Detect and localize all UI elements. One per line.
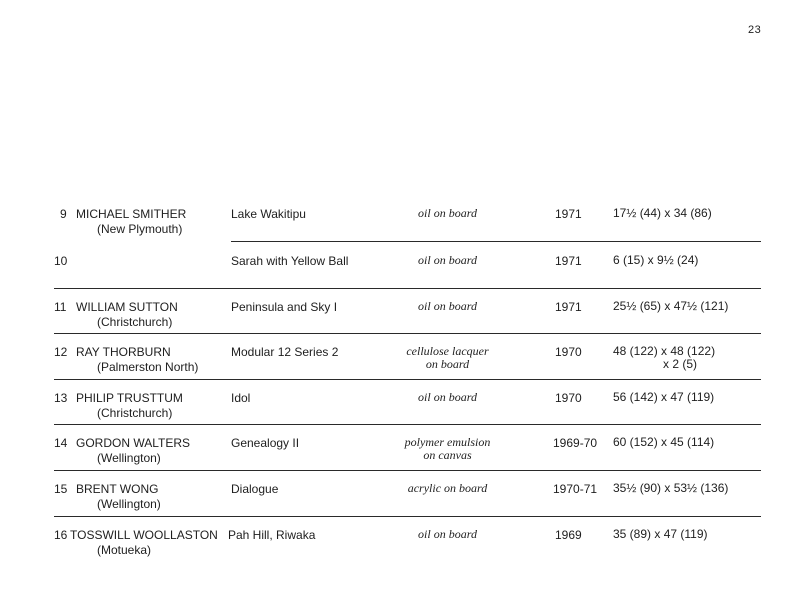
artwork-title: Pah Hill, Riwaka	[228, 528, 316, 542]
artwork-year: 1971	[555, 207, 582, 221]
artist-city: (New Plymouth)	[97, 222, 183, 236]
artwork-size: 17½ (44) x 34 (86)	[613, 206, 712, 220]
artwork-size: 35 (89) x 47 (119)	[613, 527, 708, 541]
artwork-title: Dialogue	[231, 482, 279, 496]
entry-number: 10	[54, 254, 68, 268]
artist-city: (Palmerston North)	[97, 360, 199, 374]
entry-number: 12	[54, 345, 68, 359]
artwork-year: 1969-70	[553, 436, 598, 450]
artwork-year: 1970	[555, 391, 582, 405]
divider-rule	[54, 516, 761, 517]
catalogue-entry	[0, 300, 800, 340]
divider-rule	[54, 470, 761, 471]
artwork-title: Lake Wakitipu	[231, 207, 306, 221]
divider-rule	[54, 424, 761, 425]
artwork-size: 25½ (65) x 47½ (121)	[613, 299, 729, 313]
artwork-title: Idol	[231, 391, 251, 405]
artwork-year: 1971	[555, 254, 582, 268]
catalogue-entry	[0, 528, 800, 568]
entry-number: 14	[54, 436, 68, 450]
artwork-size: 35½ (90) x 53½ (136)	[613, 481, 729, 495]
artist-name: WILLIAM SUTTON	[76, 300, 178, 314]
entry-number: 13	[54, 391, 68, 405]
artwork-size: 6 (15) x 9½ (24)	[613, 253, 699, 267]
catalogue-entry	[0, 391, 800, 431]
artwork-medium: polymer emulsion on canvas	[404, 435, 491, 462]
artwork-size: 56 (142) x 47 (119)	[613, 390, 715, 404]
artist-name: PHILIP TRUSTTUM	[76, 391, 183, 405]
entry-number: 11	[54, 300, 67, 314]
divider-rule	[231, 241, 761, 242]
artwork-year: 1971	[555, 300, 582, 314]
artist-name: BRENT WONG	[76, 482, 159, 496]
artwork-title: Sarah with Yellow Ball	[231, 254, 349, 268]
artist-name: RAY THORBURN	[76, 345, 171, 359]
entry-number: 15	[54, 482, 68, 496]
artwork-size: 48 (122) x 48 (122)	[613, 344, 716, 358]
artwork-year: 1969	[555, 528, 582, 542]
artist-city: (Motueka)	[97, 543, 152, 557]
artwork-year: 1970	[555, 345, 582, 359]
artist-city: (Wellington)	[97, 451, 161, 465]
artwork-title: Genealogy II	[231, 436, 300, 450]
artwork-medium: acrylic on board	[407, 481, 488, 495]
artwork-size-depth: x 2 (5)	[663, 357, 698, 371]
entry-number: 16	[54, 528, 68, 542]
entry-number: 9	[60, 207, 67, 221]
page-number: 23	[748, 24, 762, 36]
artwork-medium: oil on board	[418, 299, 477, 313]
artwork-medium: oil on board	[418, 527, 477, 541]
divider-rule	[54, 288, 761, 289]
artwork-medium: oil on board	[418, 206, 477, 220]
artwork-size: 60 (152) x 45 (114)	[613, 435, 715, 449]
artist-city: (Wellington)	[97, 497, 161, 511]
artist-city: (Christchurch)	[97, 406, 173, 420]
artwork-title: Modular 12 Series 2	[231, 345, 339, 359]
artwork-title: Peninsula and Sky I	[231, 300, 338, 314]
divider-rule	[54, 333, 761, 334]
artwork-medium: oil on board	[418, 253, 477, 267]
artist-name: MICHAEL SMITHER	[76, 207, 187, 221]
divider-rule	[54, 379, 761, 380]
artist-city: (Christchurch)	[97, 315, 173, 329]
artwork-medium: cellulose lacquer on board	[406, 344, 489, 371]
artist-name: TOSSWILL WOOLLASTON	[70, 528, 218, 542]
artist-name: GORDON WALTERS	[76, 436, 191, 450]
artwork-year: 1970-71	[553, 482, 598, 496]
artwork-medium: oil on board	[418, 390, 477, 404]
